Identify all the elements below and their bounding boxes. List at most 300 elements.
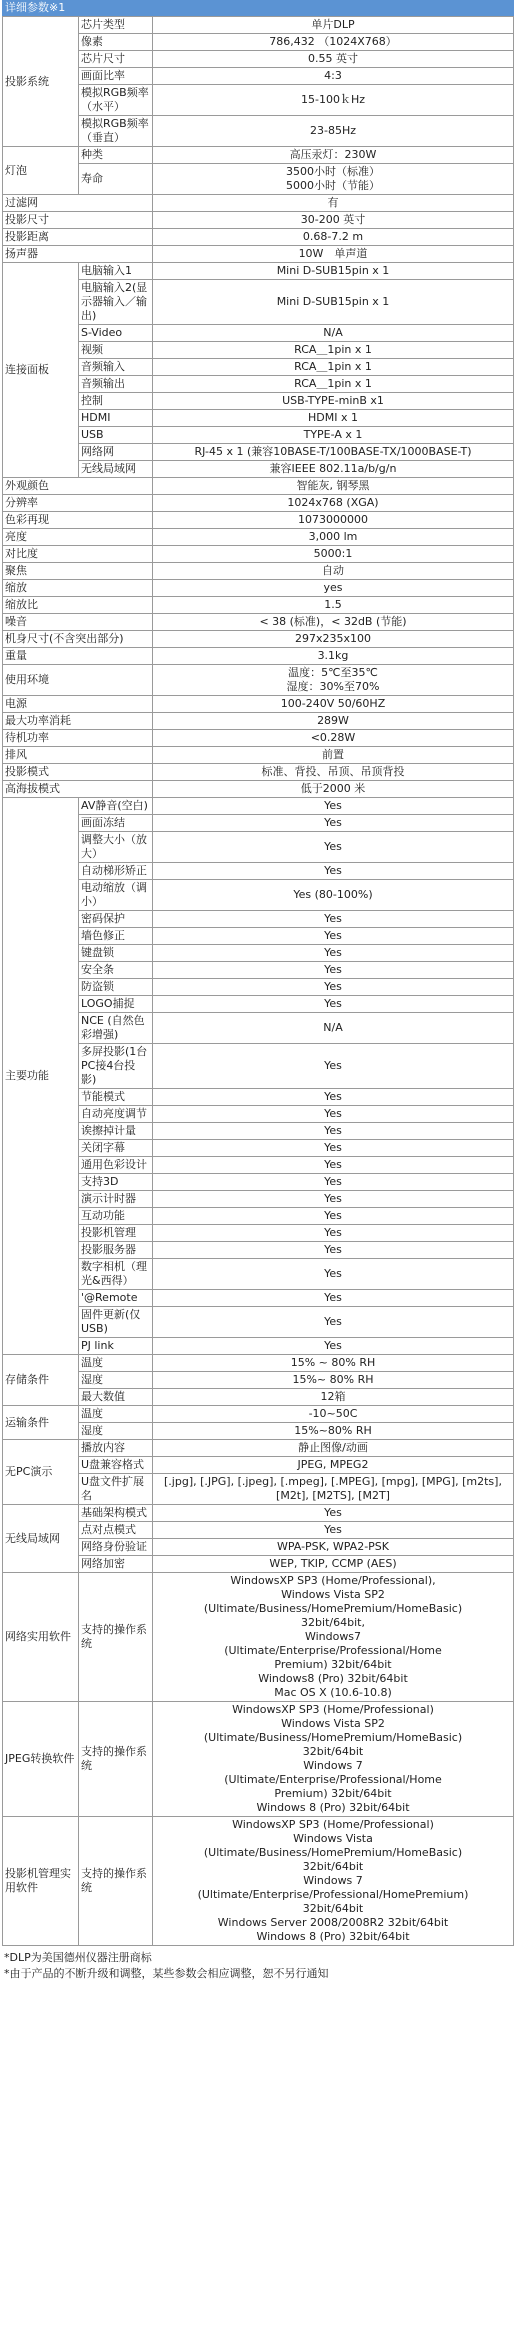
spec-value-line: Yes <box>324 1291 342 1304</box>
spec-row <box>3 1573 514 1702</box>
spec-value <box>153 1440 514 1457</box>
spec-value <box>153 325 514 342</box>
spec-value <box>153 631 514 648</box>
spec-category: 电源 <box>3 696 153 713</box>
spec-value <box>153 461 514 478</box>
spec-value-line: USB-TYPE-minB x1 <box>282 394 384 407</box>
spec-value <box>153 1573 514 1702</box>
spec-row <box>3 212 514 229</box>
spec-row <box>3 376 514 393</box>
spec-subcategory: 自动梯形矫正 <box>79 863 153 880</box>
spec-value <box>153 195 514 212</box>
spec-row <box>3 1123 514 1140</box>
spec-value <box>153 730 514 747</box>
spec-value <box>153 17 514 34</box>
spec-row <box>3 359 514 376</box>
spec-row <box>3 815 514 832</box>
spec-value <box>153 1044 514 1089</box>
spec-value <box>153 1013 514 1044</box>
spec-row <box>3 393 514 410</box>
spec-value-line: 低于2000 米 <box>300 782 366 795</box>
spec-value-line: RJ-45 x 1 (兼容10BASE-T/100BASE-TX/1000BASE-T) <box>194 445 472 458</box>
spec-value <box>153 51 514 68</box>
spec-row <box>3 798 514 815</box>
spec-value-line: Yes <box>324 840 342 853</box>
spec-category: 主要功能 <box>3 798 79 1355</box>
spec-subcategory: 网络网 <box>79 444 153 461</box>
spec-subcategory: '@Remote <box>79 1290 153 1307</box>
spec-value-line: Premium) 32bit/64bit <box>274 1787 392 1800</box>
spec-subcategory: S-Video <box>79 325 153 342</box>
spec-value <box>153 1505 514 1522</box>
spec-category: 投影距离 <box>3 229 153 246</box>
spec-value <box>153 928 514 945</box>
footnote-disclaimer: *由于产品的不断升级和调整，某些参数会相应调整，恕不另行通知 <box>4 1967 329 1980</box>
spec-value-line: -10~50C <box>308 1407 358 1420</box>
spec-row <box>3 781 514 798</box>
spec-subcategory: 密码保护 <box>79 911 153 928</box>
spec-category: 缩放比 <box>3 597 153 614</box>
spec-value-line: 智能灰, 钢琴黑 <box>296 479 370 492</box>
spec-row <box>3 1191 514 1208</box>
spec-category: 无PC演示 <box>3 1440 79 1505</box>
spec-row <box>3 1208 514 1225</box>
spec-value-line: (Ultimate/Enterprise/Professional/Home <box>224 1644 442 1657</box>
spec-value <box>153 713 514 730</box>
spec-category: 存储条件 <box>3 1355 79 1406</box>
spec-row <box>3 512 514 529</box>
spec-row <box>3 478 514 495</box>
spec-row <box>3 325 514 342</box>
spec-category: 亮度 <box>3 529 153 546</box>
spec-value <box>153 747 514 764</box>
spec-row <box>3 85 514 116</box>
spec-value-line: Yes <box>324 1267 342 1280</box>
spec-value <box>153 478 514 495</box>
spec-category: 缩放 <box>3 580 153 597</box>
spec-row <box>3 342 514 359</box>
spec-row <box>3 713 514 730</box>
spec-value-line: Yes <box>324 1315 342 1328</box>
spec-value-line: WindowsXP SP3 (Home/Professional) <box>232 1703 434 1716</box>
spec-row <box>3 1440 514 1457</box>
spec-row <box>3 68 514 85</box>
spec-subcategory: 最大数值 <box>79 1389 153 1406</box>
spec-value-line: 15%~ 80% RH <box>292 1373 374 1386</box>
spec-table-body <box>3 17 514 1946</box>
spec-category: 机身尺寸(不含突出部分) <box>3 631 153 648</box>
spec-subcategory: 键盘锁 <box>79 945 153 962</box>
spec-subcategory: 无线局域网 <box>79 461 153 478</box>
spec-value-line: Yes <box>324 1506 342 1519</box>
spec-value-line: WPA-PSK, WPA2-PSK <box>276 1540 389 1553</box>
spec-value-line: RCA＿1pin x 1 <box>294 360 372 373</box>
spec-value <box>153 1140 514 1157</box>
spec-value <box>153 1157 514 1174</box>
spec-value-line: Yes <box>324 1107 342 1120</box>
spec-row <box>3 832 514 863</box>
spec-value-line: 5000:1 <box>313 547 353 560</box>
spec-subcategory: 支持的操作系统 <box>79 1573 153 1702</box>
spec-value-line: Yes <box>324 1090 342 1103</box>
spec-sheet <box>2 0 514 1986</box>
spec-row <box>3 147 514 164</box>
spec-row <box>3 1522 514 1539</box>
spec-value-line: Yes <box>324 980 342 993</box>
spec-value <box>153 1539 514 1556</box>
spec-value <box>153 1406 514 1423</box>
spec-value-line: 前置 <box>322 748 344 761</box>
spec-value <box>153 246 514 263</box>
spec-value-line: Yes <box>324 1141 342 1154</box>
spec-value-line: Windows 7 <box>303 1759 363 1772</box>
spec-category: 扬声器 <box>3 246 153 263</box>
spec-value <box>153 1225 514 1242</box>
spec-subcategory: 点对点模式 <box>79 1522 153 1539</box>
spec-value-line: Windows7 <box>304 1630 362 1643</box>
spec-subcategory: 支持的操作系统 <box>79 1817 153 1946</box>
spec-value <box>153 1259 514 1290</box>
spec-value-line: yes <box>323 581 343 594</box>
spec-value-line: Yes <box>324 997 342 1010</box>
spec-value-line: 4:3 <box>324 69 342 82</box>
spec-category: 高海拔模式 <box>3 781 153 798</box>
spec-subcategory: 演示计时器 <box>79 1191 153 1208</box>
spec-value-line: 100-240V 50/60HZ <box>280 697 386 710</box>
spec-category: 分辨率 <box>3 495 153 512</box>
spec-value <box>153 580 514 597</box>
spec-subcategory: 互动功能 <box>79 1208 153 1225</box>
spec-row <box>3 1539 514 1556</box>
spec-value <box>153 1522 514 1539</box>
spec-value <box>153 280 514 325</box>
section-title: 详细参数※1 <box>2 0 514 16</box>
spec-value <box>153 648 514 665</box>
spec-row <box>3 1389 514 1406</box>
spec-value-line: N/A <box>323 1021 343 1034</box>
spec-subcategory: 画面冻结 <box>79 815 153 832</box>
spec-value <box>153 979 514 996</box>
spec-value-line: Yes <box>324 864 342 877</box>
spec-subcategory: 安全条 <box>79 962 153 979</box>
spec-row <box>3 1505 514 1522</box>
spec-row <box>3 1556 514 1573</box>
spec-value-line: 兼容IEEE 802.11a/b/g/n <box>269 462 397 475</box>
spec-value <box>153 1106 514 1123</box>
spec-value-line: RCA＿1pin x 1 <box>294 343 372 356</box>
spec-subcategory: 网络加密 <box>79 1556 153 1573</box>
spec-value-line: 12箱 <box>320 1390 346 1403</box>
spec-category: 过滤网 <box>3 195 153 212</box>
spec-row <box>3 1157 514 1174</box>
spec-value-line: 高压汞灯：230W <box>289 148 377 161</box>
spec-value <box>153 1457 514 1474</box>
spec-subcategory: 投影服务器 <box>79 1242 153 1259</box>
spec-value-line: [.jpg], [.JPG], [.jpeg], [.mpeg], [.MPEG], [mpg], [MPG], [m2ts], [M2t], [M2TS], [M2T] <box>164 1475 502 1502</box>
spec-table <box>2 16 514 1946</box>
spec-value-line: Yes <box>324 1209 342 1222</box>
spec-category: 投影模式 <box>3 764 153 781</box>
spec-value <box>153 1191 514 1208</box>
spec-value <box>153 996 514 1013</box>
spec-subcategory: 视频 <box>79 342 153 359</box>
spec-value <box>153 444 514 461</box>
spec-value-line: JPEG, MPEG2 <box>297 1458 369 1471</box>
spec-subcategory: 电脑输入1 <box>79 263 153 280</box>
spec-row <box>3 229 514 246</box>
spec-value-line: 15%~80% RH <box>294 1424 372 1437</box>
spec-row <box>3 696 514 713</box>
spec-value-line: 0.55 英寸 <box>308 52 358 65</box>
spec-category: 噪音 <box>3 614 153 631</box>
spec-category: 重量 <box>3 648 153 665</box>
spec-value-line: Yes <box>324 1192 342 1205</box>
spec-subcategory: U盘文件扩展名 <box>79 1474 153 1505</box>
spec-row <box>3 1817 514 1946</box>
spec-subcategory: 播放内容 <box>79 1440 153 1457</box>
spec-value <box>153 263 514 280</box>
spec-value-line: Premium) 32bit/64bit <box>274 1658 392 1671</box>
spec-row <box>3 263 514 280</box>
spec-value-line: 10W 单声道 <box>298 247 368 260</box>
spec-value-line: Yes <box>324 816 342 829</box>
spec-category: 投影尺寸 <box>3 212 153 229</box>
spec-value-line: 静止图像/动画 <box>298 1441 368 1454</box>
spec-value <box>153 962 514 979</box>
spec-value <box>153 597 514 614</box>
spec-value-line: (Ultimate/Enterprise/Professional/HomePremium) <box>197 1888 469 1901</box>
spec-value-line: Yes <box>324 946 342 959</box>
spec-row <box>3 1307 514 1338</box>
spec-row <box>3 164 514 195</box>
spec-value <box>153 863 514 880</box>
spec-subcategory: 支持的操作系统 <box>79 1702 153 1817</box>
spec-value <box>153 376 514 393</box>
spec-value <box>153 512 514 529</box>
spec-value-line: < 38 (标准)，< 32dB (节能) <box>259 615 407 628</box>
spec-subcategory: 芯片尺寸 <box>79 51 153 68</box>
spec-value-line: Yes <box>324 912 342 925</box>
spec-category: 投影机管理实用软件 <box>3 1817 79 1946</box>
spec-value-line: 32bit/64bit <box>302 1860 364 1873</box>
spec-row <box>3 1089 514 1106</box>
spec-value <box>153 781 514 798</box>
spec-subcategory: 控制 <box>79 393 153 410</box>
spec-value-line: 3500小时（标准） <box>286 165 380 178</box>
spec-value-line: (Ultimate/Business/HomePremium/HomeBasic) <box>203 1731 463 1744</box>
spec-row <box>3 116 514 147</box>
spec-subcategory: HDMI <box>79 410 153 427</box>
spec-value <box>153 832 514 863</box>
spec-row <box>3 631 514 648</box>
spec-value <box>153 1474 514 1505</box>
spec-row <box>3 1225 514 1242</box>
spec-value-line: (Ultimate/Business/HomePremium/HomeBasic) <box>203 1602 463 1615</box>
spec-value-line: Mini D-SUB15pin x 1 <box>276 295 390 308</box>
spec-value-line: Yes <box>324 799 342 812</box>
spec-value <box>153 665 514 696</box>
spec-row <box>3 246 514 263</box>
spec-value <box>153 212 514 229</box>
spec-value-line: 3.1kg <box>317 649 349 662</box>
spec-subcategory: USB <box>79 427 153 444</box>
spec-value-line: RCA＿1pin x 1 <box>294 377 372 390</box>
spec-row <box>3 34 514 51</box>
spec-value <box>153 911 514 928</box>
spec-subcategory: NCE (自然色彩增强) <box>79 1013 153 1044</box>
spec-row <box>3 17 514 34</box>
spec-subcategory: 通用色彩设计 <box>79 1157 153 1174</box>
spec-category: 无线局域网 <box>3 1505 79 1573</box>
spec-row <box>3 1013 514 1044</box>
spec-value <box>153 393 514 410</box>
spec-value <box>153 34 514 51</box>
spec-row <box>3 648 514 665</box>
spec-row <box>3 546 514 563</box>
spec-value-line: 湿度：30%至70% <box>286 680 380 693</box>
spec-subcategory: LOGO捕捉 <box>79 996 153 1013</box>
spec-subcategory: U盘兼容格式 <box>79 1457 153 1474</box>
spec-row <box>3 410 514 427</box>
spec-value-line: 单片DLP <box>311 18 355 31</box>
spec-row <box>3 1457 514 1474</box>
spec-value <box>153 1817 514 1946</box>
footnote-trademark: *DLP为美国德州仪器注册商标 <box>4 1951 152 1964</box>
spec-value-line: Windows Vista SP2 <box>281 1588 385 1601</box>
spec-row <box>3 996 514 1013</box>
spec-subcategory: 墙色修正 <box>79 928 153 945</box>
spec-row <box>3 945 514 962</box>
spec-value-line: 15-100ｋHz <box>300 93 365 106</box>
spec-subcategory: 数字相机（理光&西得） <box>79 1259 153 1290</box>
spec-value <box>153 696 514 713</box>
spec-value-line: Yes <box>324 1158 342 1171</box>
spec-row <box>3 1372 514 1389</box>
spec-subcategory: 寿命 <box>79 164 153 195</box>
spec-category: 投影系统 <box>3 17 79 147</box>
spec-row <box>3 880 514 911</box>
spec-row <box>3 1338 514 1355</box>
spec-value <box>153 1089 514 1106</box>
spec-subcategory: 电脑输入2(显示器输入／输出) <box>79 280 153 325</box>
spec-value-line: 32bit/64bit <box>302 1745 364 1758</box>
spec-row <box>3 597 514 614</box>
spec-value <box>153 116 514 147</box>
spec-value <box>153 1307 514 1338</box>
spec-value <box>153 342 514 359</box>
spec-subcategory: 温度 <box>79 1406 153 1423</box>
spec-subcategory: 种类 <box>79 147 153 164</box>
spec-value <box>153 764 514 781</box>
spec-value-line: 温度：5℃至35℃ <box>288 666 378 679</box>
spec-value-line: Yes <box>324 963 342 976</box>
spec-row <box>3 444 514 461</box>
spec-value-line: 3,000 lm <box>308 530 358 543</box>
spec-value <box>153 410 514 427</box>
spec-row <box>3 1355 514 1372</box>
spec-value-line: <0.28W <box>310 731 356 744</box>
spec-value-line: 30-200 英寸 <box>300 213 366 226</box>
spec-value <box>153 529 514 546</box>
spec-subcategory: 诶擦掉计量 <box>79 1123 153 1140</box>
spec-row <box>3 1140 514 1157</box>
spec-subcategory: 电动缩放（调小） <box>79 880 153 911</box>
spec-category: 使用环境 <box>3 665 153 696</box>
spec-subcategory: 调整大小（放大） <box>79 832 153 863</box>
spec-category: 外观颜色 <box>3 478 153 495</box>
spec-value <box>153 1174 514 1191</box>
spec-row <box>3 1044 514 1089</box>
spec-row <box>3 1406 514 1423</box>
spec-row <box>3 962 514 979</box>
spec-value-line: 32bit/64bit <box>302 1902 364 1915</box>
spec-row <box>3 665 514 696</box>
spec-subcategory: 网络身份验证 <box>79 1539 153 1556</box>
spec-value-line: 自动 <box>322 564 344 577</box>
spec-value <box>153 427 514 444</box>
spec-value-line: N/A <box>323 326 343 339</box>
spec-row <box>3 1702 514 1817</box>
spec-value-line: 289W <box>317 714 349 727</box>
spec-value <box>153 880 514 911</box>
spec-value <box>153 1556 514 1573</box>
spec-subcategory: PJ link <box>79 1338 153 1355</box>
spec-value-line: 297x235x100 <box>294 632 371 645</box>
spec-value-line: Yes <box>324 929 342 942</box>
spec-value-line: Yes <box>324 1523 342 1536</box>
spec-subcategory: 芯片类型 <box>79 17 153 34</box>
spec-category: JPEG转换软件 <box>3 1702 79 1817</box>
spec-row <box>3 1259 514 1290</box>
spec-row <box>3 747 514 764</box>
spec-row <box>3 764 514 781</box>
spec-row <box>3 280 514 325</box>
spec-value-line: Yes <box>324 1059 342 1072</box>
spec-row <box>3 863 514 880</box>
spec-value <box>153 1389 514 1406</box>
spec-row <box>3 1174 514 1191</box>
spec-value-line: Yes <box>324 1124 342 1137</box>
spec-category: 聚焦 <box>3 563 153 580</box>
spec-value-line: WEP, TKIP, CCMP (AES) <box>269 1557 397 1570</box>
spec-subcategory: 节能模式 <box>79 1089 153 1106</box>
spec-subcategory: 自动亮度调节 <box>79 1106 153 1123</box>
spec-value <box>153 1423 514 1440</box>
spec-value <box>153 815 514 832</box>
spec-category: 运输条件 <box>3 1406 79 1440</box>
spec-value <box>153 495 514 512</box>
spec-row <box>3 580 514 597</box>
spec-category: 灯泡 <box>3 147 79 195</box>
spec-row <box>3 911 514 928</box>
spec-row <box>3 563 514 580</box>
spec-value-line: Windows 8 (Pro) 32bit/64bit <box>256 1801 410 1814</box>
spec-value-line: TYPE-A x 1 <box>303 428 363 441</box>
spec-row <box>3 1290 514 1307</box>
spec-value-line: HDMI x 1 <box>308 411 358 424</box>
spec-value <box>153 85 514 116</box>
spec-category: 最大功率消耗 <box>3 713 153 730</box>
spec-subcategory: AV静音(空白) <box>79 798 153 815</box>
spec-value <box>153 1372 514 1389</box>
spec-value <box>153 1702 514 1817</box>
spec-row <box>3 614 514 631</box>
spec-value-line: Windows8 (Pro) 32bit/64bit <box>258 1672 408 1685</box>
spec-subcategory: 基础架构模式 <box>79 1505 153 1522</box>
spec-value-line: Yes (80-100%) <box>293 888 373 901</box>
spec-value-line: 5000小时（节能） <box>286 179 380 192</box>
spec-subcategory: 多屏投影(1台PC接4台投影) <box>79 1044 153 1089</box>
